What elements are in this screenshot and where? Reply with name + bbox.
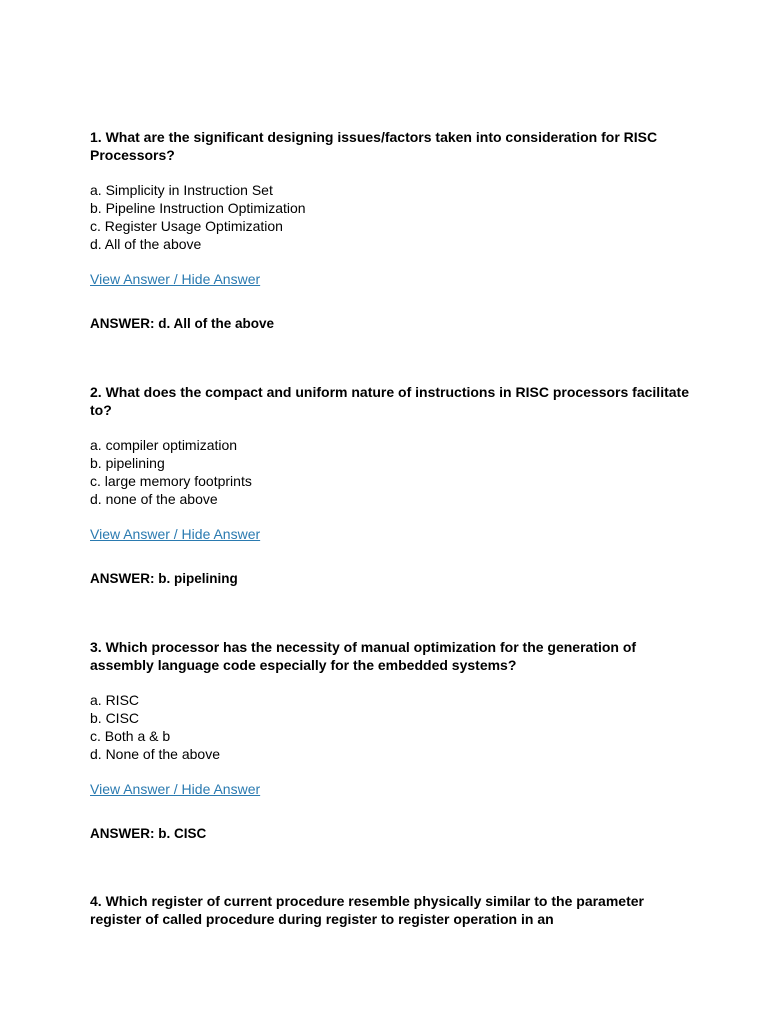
view-answer-link[interactable]: View Answer / Hide Answer — [90, 526, 261, 542]
option-d: d. None of the above — [90, 746, 220, 762]
question-text: 2. What does the compact and uniform nature of instructions in RISC processors facilitate to? — [90, 384, 689, 418]
option-d: d. All of the above — [90, 236, 202, 252]
question-block-4 — [90, 892, 690, 928]
question-block-2 — [90, 383, 690, 588]
option-a: a. Simplicity in Instruction Set — [90, 182, 273, 198]
option-list — [90, 691, 690, 763]
answer-text: ANSWER: d. All of the above — [90, 316, 275, 331]
question-text: 4. Which register of current procedure resemble physically similar to the parameter register of called procedure during register to register operation in an — [90, 893, 644, 927]
view-answer-link[interactable]: View Answer / Hide Answer — [90, 271, 261, 287]
option-list — [90, 181, 690, 253]
question-block-3 — [90, 638, 690, 843]
answer-text: ANSWER: b. CISC — [90, 826, 207, 841]
option-list — [90, 436, 690, 508]
option-c: c. large memory footprints — [90, 473, 252, 489]
option-b: b. CISC — [90, 710, 140, 726]
question-text: 1. What are the significant designing issues/factors taken into consideration for RISC Processors? — [90, 129, 658, 163]
question-block-1 — [90, 128, 690, 333]
option-c: c. Register Usage Optimization — [90, 218, 283, 234]
view-answer-link[interactable]: View Answer / Hide Answer — [90, 781, 261, 797]
option-c: c. Both a & b — [90, 728, 171, 744]
question-text: 3. Which processor has the necessity of manual optimization for the generation of assembly language code especially for the embedded systems? — [90, 639, 637, 673]
option-a: a. compiler optimization — [90, 437, 238, 453]
answer-text: ANSWER: b. pipelining — [90, 571, 238, 586]
option-b: b. Pipeline Instruction Optimization — [90, 200, 306, 216]
option-b: b. pipelining — [90, 455, 165, 471]
option-a: a. RISC — [90, 692, 140, 708]
option-d: d. none of the above — [90, 491, 218, 507]
